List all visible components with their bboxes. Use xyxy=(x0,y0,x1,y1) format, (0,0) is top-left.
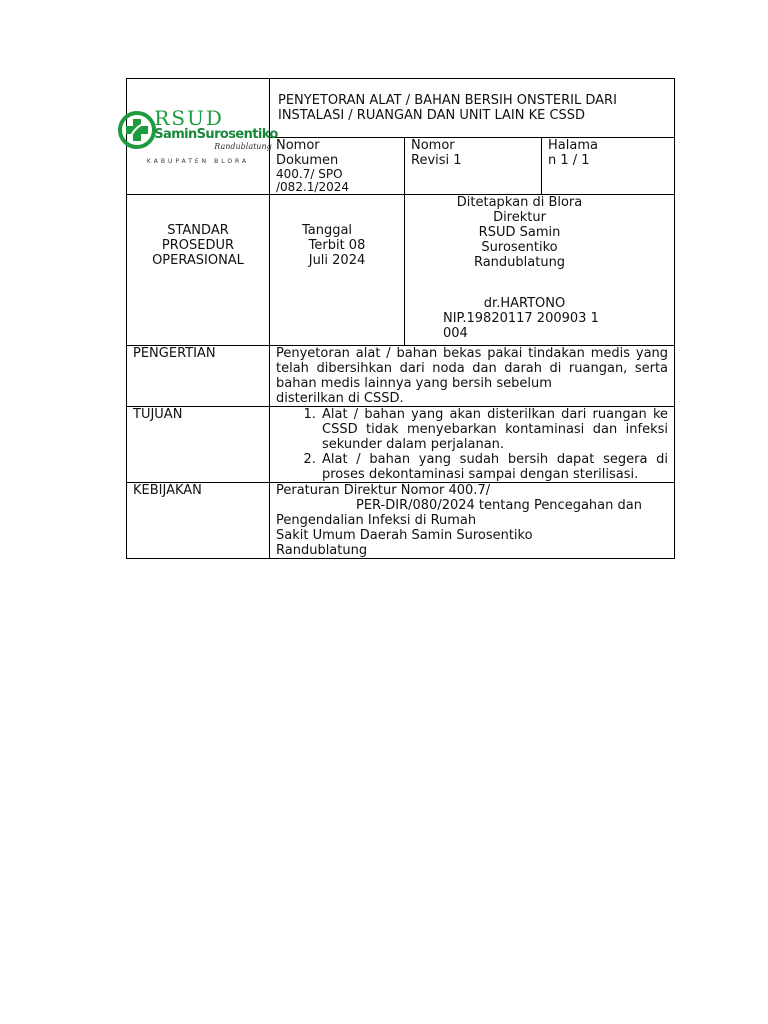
tujuan-label: TUJUAN xyxy=(133,407,183,422)
sop-label-line-1: STANDAR xyxy=(167,223,229,238)
ditetapkan-line-3: RSUD Samin xyxy=(478,225,561,240)
logo-cell xyxy=(127,79,278,195)
tanggal-line-2: Terbit 08 xyxy=(308,238,366,253)
tanggal-line-3: Juli 2024 xyxy=(308,253,366,268)
nomor-revisi-cell xyxy=(405,138,542,195)
nomor-dokumen-label-2: Dokumen xyxy=(276,153,339,168)
director-name: dr.HARTONO xyxy=(483,296,566,311)
tanggal-line-1: Tanggal xyxy=(301,223,353,238)
ditetapkan-cell xyxy=(405,195,675,346)
sop-label-line-2: PROSEDUR xyxy=(161,238,235,253)
document-title: PENYETORAN ALAT / BAHAN BERSIH ONSTERIL DARI INSTALASI / RUANGAN DAN UNIT LAIN KE CSSD xyxy=(278,93,617,123)
sop-document xyxy=(126,78,674,559)
tujuan-list xyxy=(276,407,668,482)
pengertian-label: PENGERTIAN xyxy=(133,346,216,361)
sop-label-cell xyxy=(127,195,270,346)
pengertian-content-cell xyxy=(270,346,675,407)
halaman-value: n 1 / 1 xyxy=(548,153,590,168)
tanggal-terbit-cell xyxy=(270,195,405,346)
nomor-dokumen-value-1: 400.7/ SPO xyxy=(276,167,343,181)
logo-script-text: Randublatung xyxy=(214,142,272,151)
kebijakan-text-1: Peraturan Direktur Nomor 400.7/ xyxy=(276,483,491,498)
logo-kabupaten-text: KABUPATEN BLORA xyxy=(146,158,250,165)
halaman-label: Halama xyxy=(548,138,598,153)
kebijakan-content-cell xyxy=(270,483,675,559)
tujuan-content-cell xyxy=(270,407,675,483)
ditetapkan-line-2: Direktur xyxy=(493,210,546,225)
title-cell xyxy=(270,79,675,138)
nomor-revisi-label: Nomor xyxy=(411,138,455,153)
kebijakan-label: KEBIJAKAN xyxy=(133,483,202,498)
nomor-dokumen-value-2: /082.1/2024 xyxy=(276,180,349,194)
logo-brand-text: SaminSurosentiko xyxy=(154,127,278,142)
ditetapkan-line-1: Ditetapkan di Blora xyxy=(456,195,583,210)
halaman-cell xyxy=(542,138,675,195)
tujuan-label-cell xyxy=(127,407,270,483)
nomor-dokumen-cell xyxy=(270,138,405,195)
hospital-logo xyxy=(127,104,278,169)
kebijakan-text-3: Sakit Umum Daerah Samin Surosentiko xyxy=(276,528,533,543)
ditetapkan-line-4: Surosentiko xyxy=(481,240,558,255)
kebijakan-text-2: PER-DIR/080/2024 tentang Pencegahan dan Pengendalian Infeksi di Rumah xyxy=(276,498,642,528)
pengertian-text-1: Penyetoran alat / bahan bekas pakai tindakan medis yang telah dibersihkan dari noda dan darah di ruangan, serta bahan medis lainnya yang bersih sebelum xyxy=(276,346,669,391)
sop-table xyxy=(126,78,675,559)
tujuan-item-2: 2. Alat / bahan yang sudah bersih dapat segera di proses dekontaminasi sampai dengan sterilisasi. xyxy=(320,452,668,482)
kebijakan-text-4: Randublatung xyxy=(276,543,368,558)
director-nip-line-2: 004 xyxy=(443,326,468,341)
ditetapkan-line-5: Randublatung xyxy=(473,255,566,270)
pengertian-label-cell xyxy=(127,346,270,407)
hospital-emblem-icon xyxy=(118,111,156,149)
tujuan-item-1: 1. Alat / bahan yang akan disterilkan dari ruangan ke CSSD tidak menyebarkan kontaminasi dan infeksi sekunder dalam perjalanan. xyxy=(320,407,668,452)
director-nip-line-1: NIP.19820117 200903 1 xyxy=(443,311,599,326)
sop-label-line-3: OPERASIONAL xyxy=(152,253,244,268)
nomor-dokumen-label-1: Nomor xyxy=(276,138,320,153)
logo-rsud-text: RSUD xyxy=(154,106,224,130)
kebijakan-label-cell xyxy=(127,483,270,559)
pengertian-text-2: disterilkan di CSSD. xyxy=(276,391,404,406)
nomor-revisi-value: Revisi 1 xyxy=(411,153,462,168)
